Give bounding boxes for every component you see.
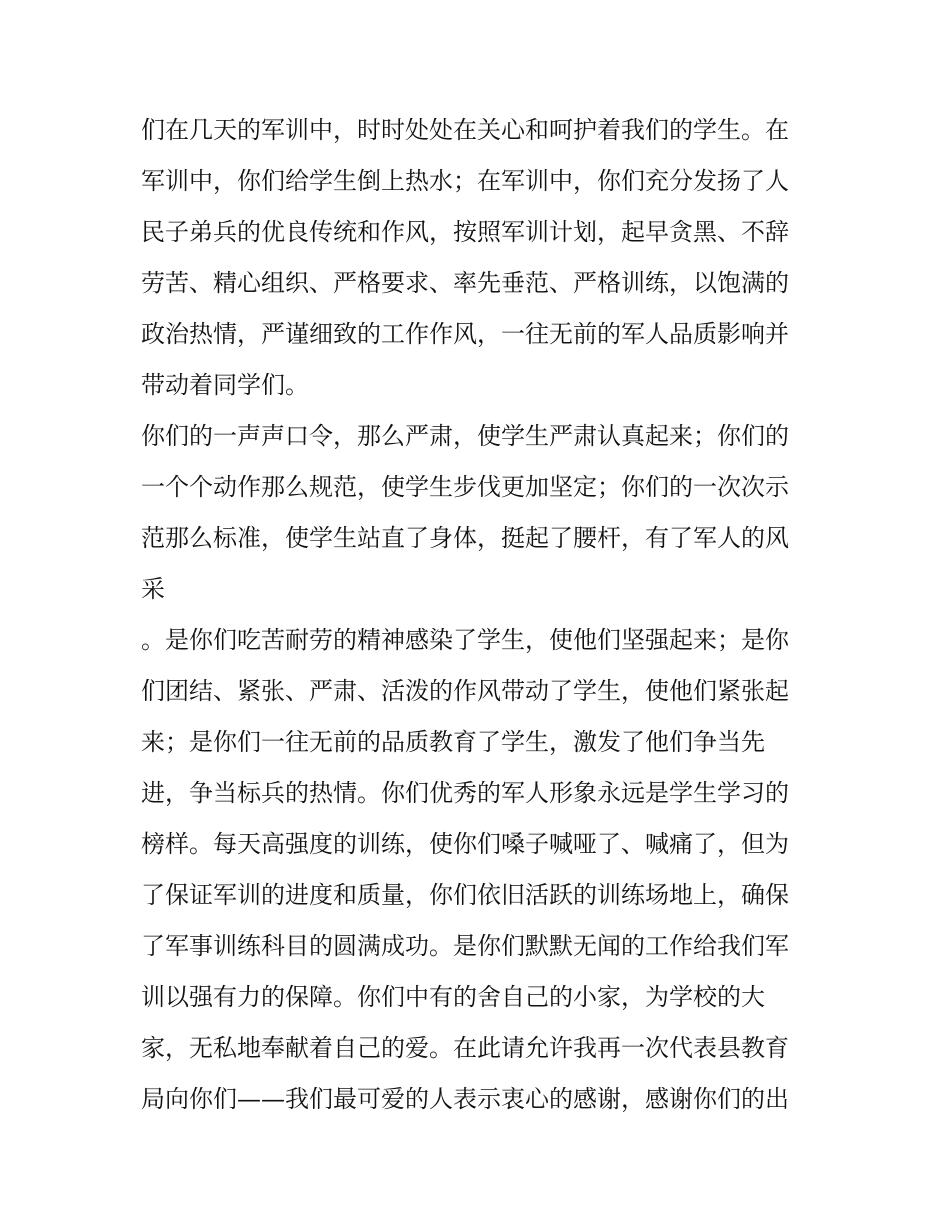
text-line: 局向你们——我们最可爱的人表示衷心的感谢，感谢你们的出 [141, 1085, 789, 1113]
text-line: 带动着同学们。 [141, 371, 309, 399]
text-line: 劳苦、精心组织、严格要求、率先垂范、严格训练，以饱满的 [141, 269, 789, 297]
text-line: 进，争当标兵的热情。你们优秀的军人形象永远是学生学习的 [141, 779, 789, 807]
text-line: 们团结、紧张、严肃、活泼的作风带动了学生，使他们紧张起 [141, 677, 789, 705]
text-line: 家，无私地奉献着自己的爱。在此请允许我再一次代表县教育 [141, 1034, 789, 1062]
text-line: 民子弟兵的优良传统和作风，按照军训计划，起早贪黑、不辞 [141, 218, 789, 246]
text-line: 范那么标准，使学生站直了身体，挺起了腰杆，有了军人的风 [141, 524, 789, 552]
text-line: 采 [141, 575, 165, 603]
text-line: 政治热情，严谨细致的工作作风，一往无前的军人品质影响并 [141, 320, 789, 348]
body-text [141, 105, 831, 1125]
text-line: 一个个动作那么规范，使学生步伐更加坚定；你们的一次次示 [141, 473, 789, 501]
text-line: 来；是你们一往无前的品质教育了学生，激发了他们争当先 [141, 728, 765, 756]
text-line: 了保证军训的进度和质量，你们依旧活跃的训练场地上，确保 [141, 881, 789, 909]
text-line: 了军事训练科目的圆满成功。是你们默默无闻的工作给我们军 [141, 932, 789, 960]
text-line: 。是你们吃苦耐劳的精神感染了学生，使他们坚强起来；是你 [141, 626, 789, 654]
text-line: 榜样。每天高强度的训练，使你们嗓子喊哑了、喊痛了，但为 [141, 830, 789, 858]
text-line: 们在几天的军训中，时时处处在关心和呵护着我们的学生。在 [141, 116, 789, 144]
text-line: 军训中，你们给学生倒上热水；在军训中，你们充分发扬了人 [141, 167, 789, 195]
text-line: 训以强有力的保障。你们中有的舍自己的小家，为学校的大 [141, 983, 765, 1011]
text-line: 你们的一声声口令，那么严肃，使学生严肃认真起来；你们的 [141, 422, 789, 450]
